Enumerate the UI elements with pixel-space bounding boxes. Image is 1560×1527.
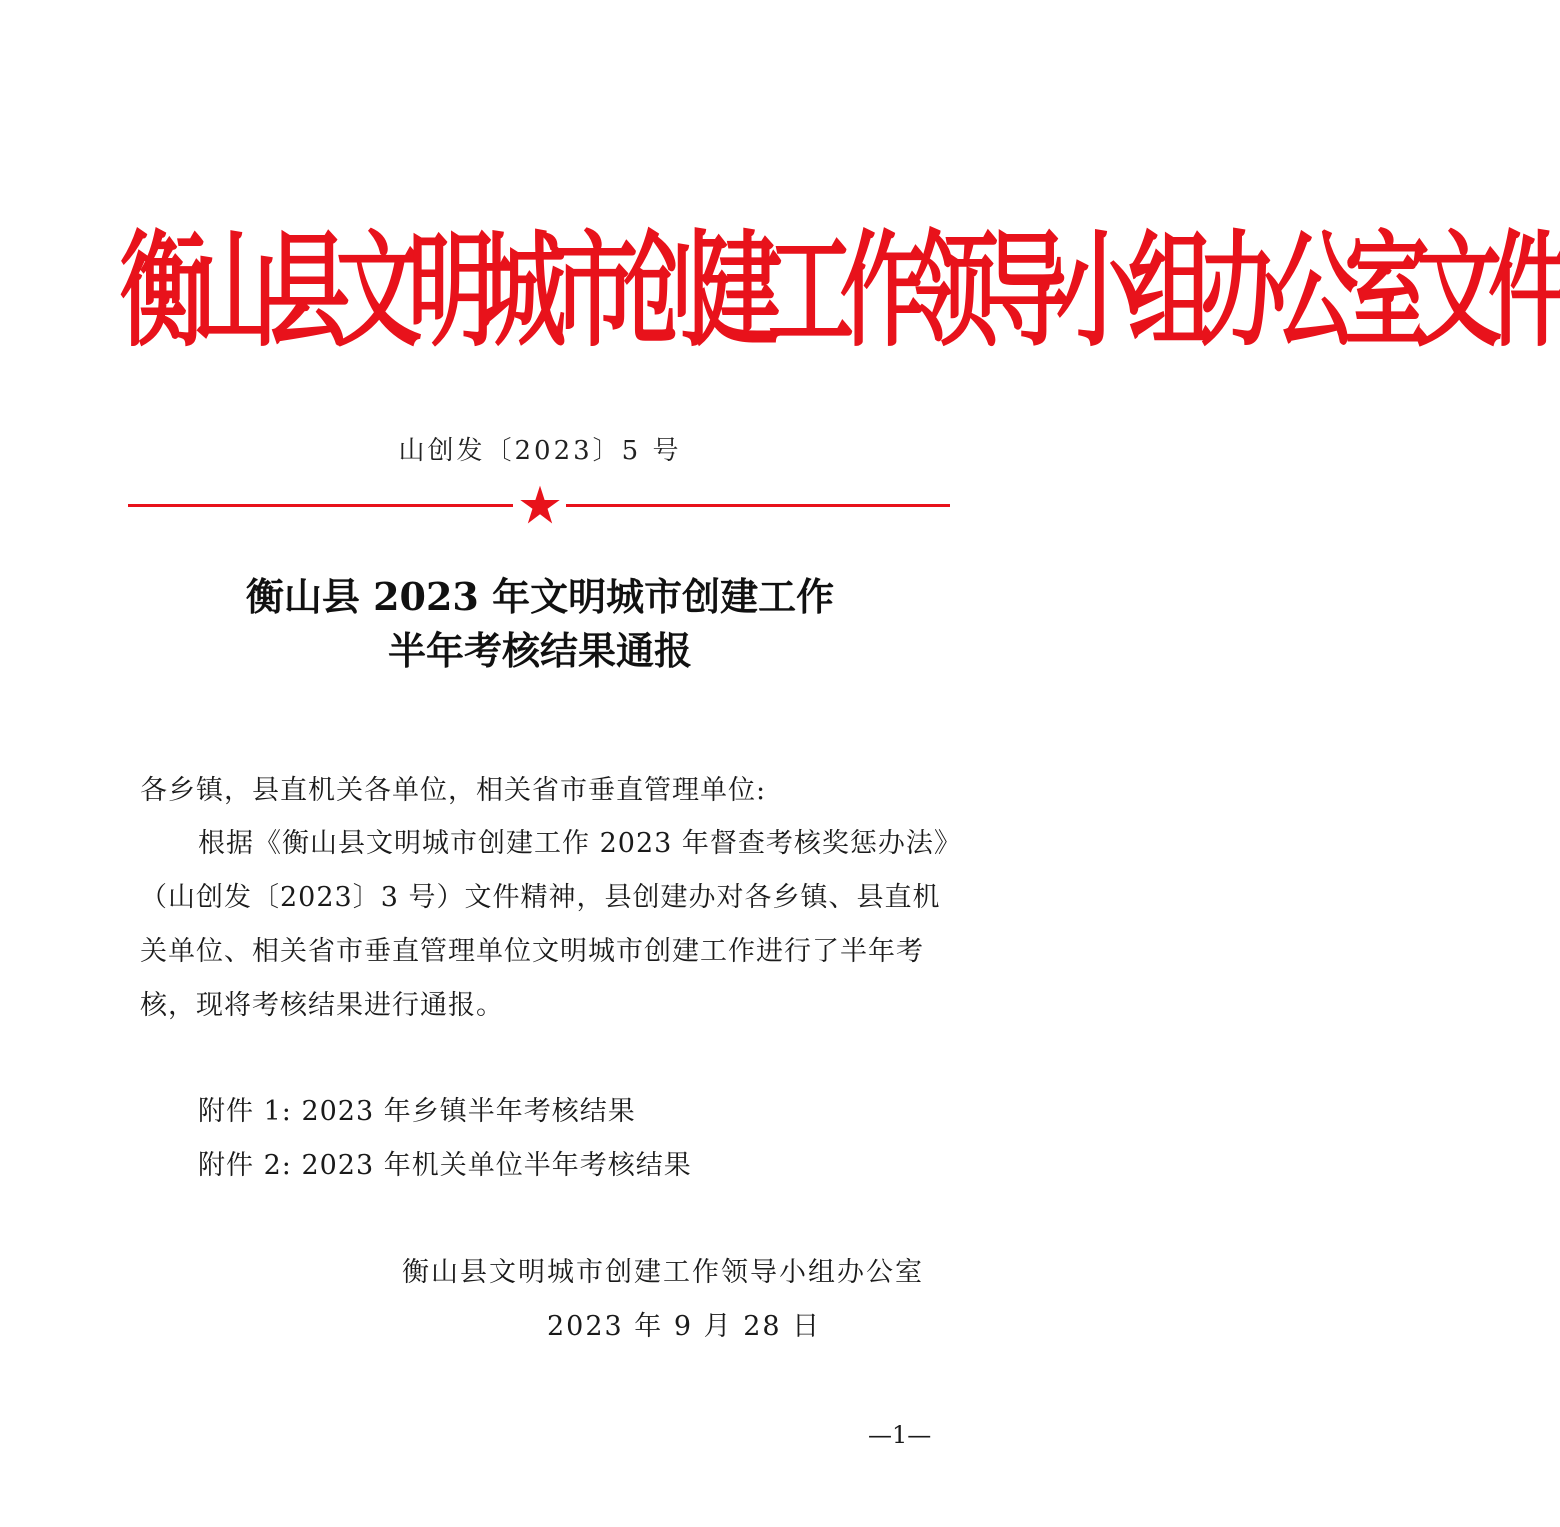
masthead-title: 衡山县文明城市创建工作领导小组办公室文件 bbox=[120, 218, 1560, 365]
star-icon bbox=[519, 484, 561, 526]
document-title-line-1: 衡山县 2023 年文明城市创建工作 bbox=[245, 574, 835, 619]
attachment-item-1: 附件 1: 2023 年乡镇半年考核结果 bbox=[198, 1096, 636, 1127]
document-number: 山创发〔2023〕5 号 bbox=[398, 436, 682, 466]
signature-date: 2023 年 9 月 28 日 bbox=[547, 1311, 822, 1342]
salutation: 各乡镇，县直机关各单位，相关省市垂直管理单位: bbox=[140, 775, 767, 806]
attachment-item-2: 附件 2: 2023 年机关单位半年考核结果 bbox=[198, 1150, 692, 1181]
red-rule-left bbox=[128, 504, 513, 507]
signature-organization: 衡山县文明城市创建工作领导小组办公室 bbox=[402, 1257, 924, 1288]
paragraph-line: 关单位、相关省市垂直管理单位文明城市创建工作进行了半年考 bbox=[140, 936, 924, 967]
masthead bbox=[120, 218, 1560, 365]
page-number: —1— bbox=[868, 1421, 932, 1449]
paragraph-line: （山创发〔2023〕3 号）文件精神，县创建办对各乡镇、县直机 bbox=[140, 882, 941, 913]
paragraph-line: 根据《衡山县文明城市创建工作 2023 年督查考核奖惩办法》 bbox=[198, 828, 962, 859]
document-title-line-2: 半年考核结果通报 bbox=[387, 628, 692, 673]
paragraph-line: 核，现将考核结果进行通报。 bbox=[140, 990, 504, 1021]
red-rule-right bbox=[566, 504, 950, 507]
